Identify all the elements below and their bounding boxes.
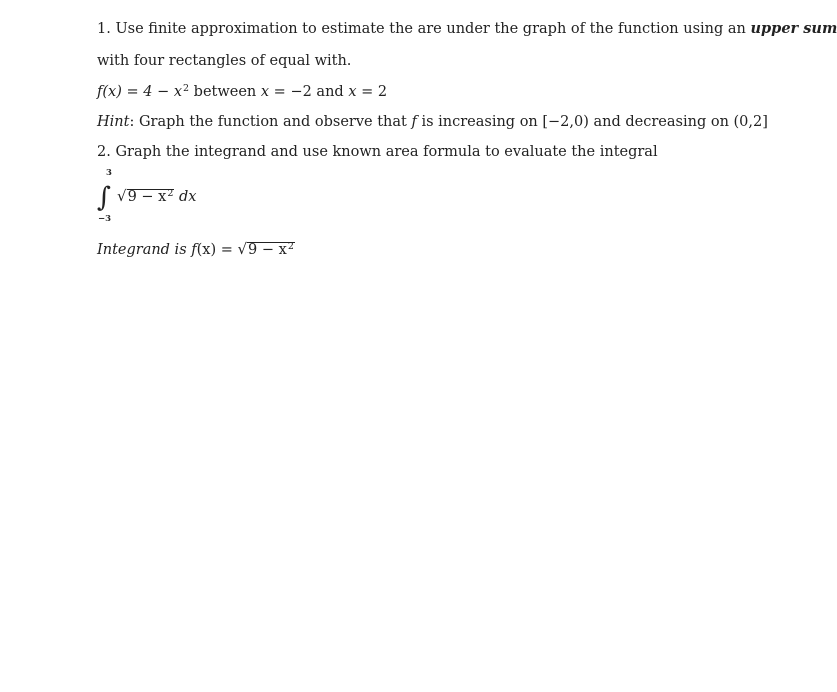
function-exponent: 2 bbox=[183, 83, 190, 94]
integrand-label: Integrand is bbox=[97, 242, 192, 258]
q1-function-line bbox=[97, 85, 387, 100]
q1-line-1 bbox=[97, 22, 837, 37]
q2-instruction-text: 2. Graph the integrand and use known area formula to evaluate the integral bbox=[97, 144, 658, 160]
upper-bound-text: = 2 bbox=[356, 84, 388, 100]
integrand-expression bbox=[117, 187, 196, 205]
integrand-exponent: 2 bbox=[287, 241, 294, 252]
function-name-f: f bbox=[97, 84, 103, 100]
integral-lower-limit: −3 bbox=[98, 214, 112, 224]
lower-bound-text: = −2 and bbox=[269, 84, 349, 100]
x-var-1: x bbox=[260, 84, 270, 100]
q1-rectangles-text: with four rectangles of equal with. bbox=[97, 53, 352, 69]
integrand-sqrt-icon: √ bbox=[237, 240, 248, 258]
q1-hint-line bbox=[97, 115, 768, 130]
q1-instruction-text: 1. Use finite approximation to estimate the are under the graph of the function using an bbox=[97, 21, 751, 37]
dx-text: dx bbox=[179, 189, 197, 205]
integrand-radicand-text: 9 − x bbox=[248, 242, 287, 258]
q1-line-2 bbox=[97, 54, 351, 69]
hint-label: Hint bbox=[97, 114, 130, 130]
radicand-exponent: 2 bbox=[167, 188, 174, 199]
integral-expression bbox=[95, 168, 295, 228]
hint-text-2: is increasing on [−2,0) and decreasing on (0,2] bbox=[416, 114, 768, 130]
function-definition: (x) = 4 − x bbox=[102, 84, 183, 100]
integrand-radicand bbox=[247, 242, 295, 258]
hint-text-1: : Graph the function and observe that bbox=[129, 114, 412, 130]
hint-f: f bbox=[411, 114, 417, 130]
x-var-2: x bbox=[348, 84, 357, 100]
integral-sign-icon: ∫ bbox=[97, 182, 112, 213]
integrand-line bbox=[97, 242, 295, 258]
radicand-text: 9 − x bbox=[127, 189, 167, 205]
integral-upper-limit: 3 bbox=[106, 168, 112, 178]
radicand bbox=[127, 189, 175, 205]
q2-line-1 bbox=[97, 145, 658, 160]
q1-upper-sum-emphasis: upper sum bbox=[750, 20, 837, 37]
sqrt-sign-icon: √ bbox=[117, 187, 127, 205]
integrand-x: (x) = bbox=[196, 242, 238, 258]
between-text: between bbox=[189, 84, 261, 100]
integrand-f: f bbox=[191, 242, 197, 258]
